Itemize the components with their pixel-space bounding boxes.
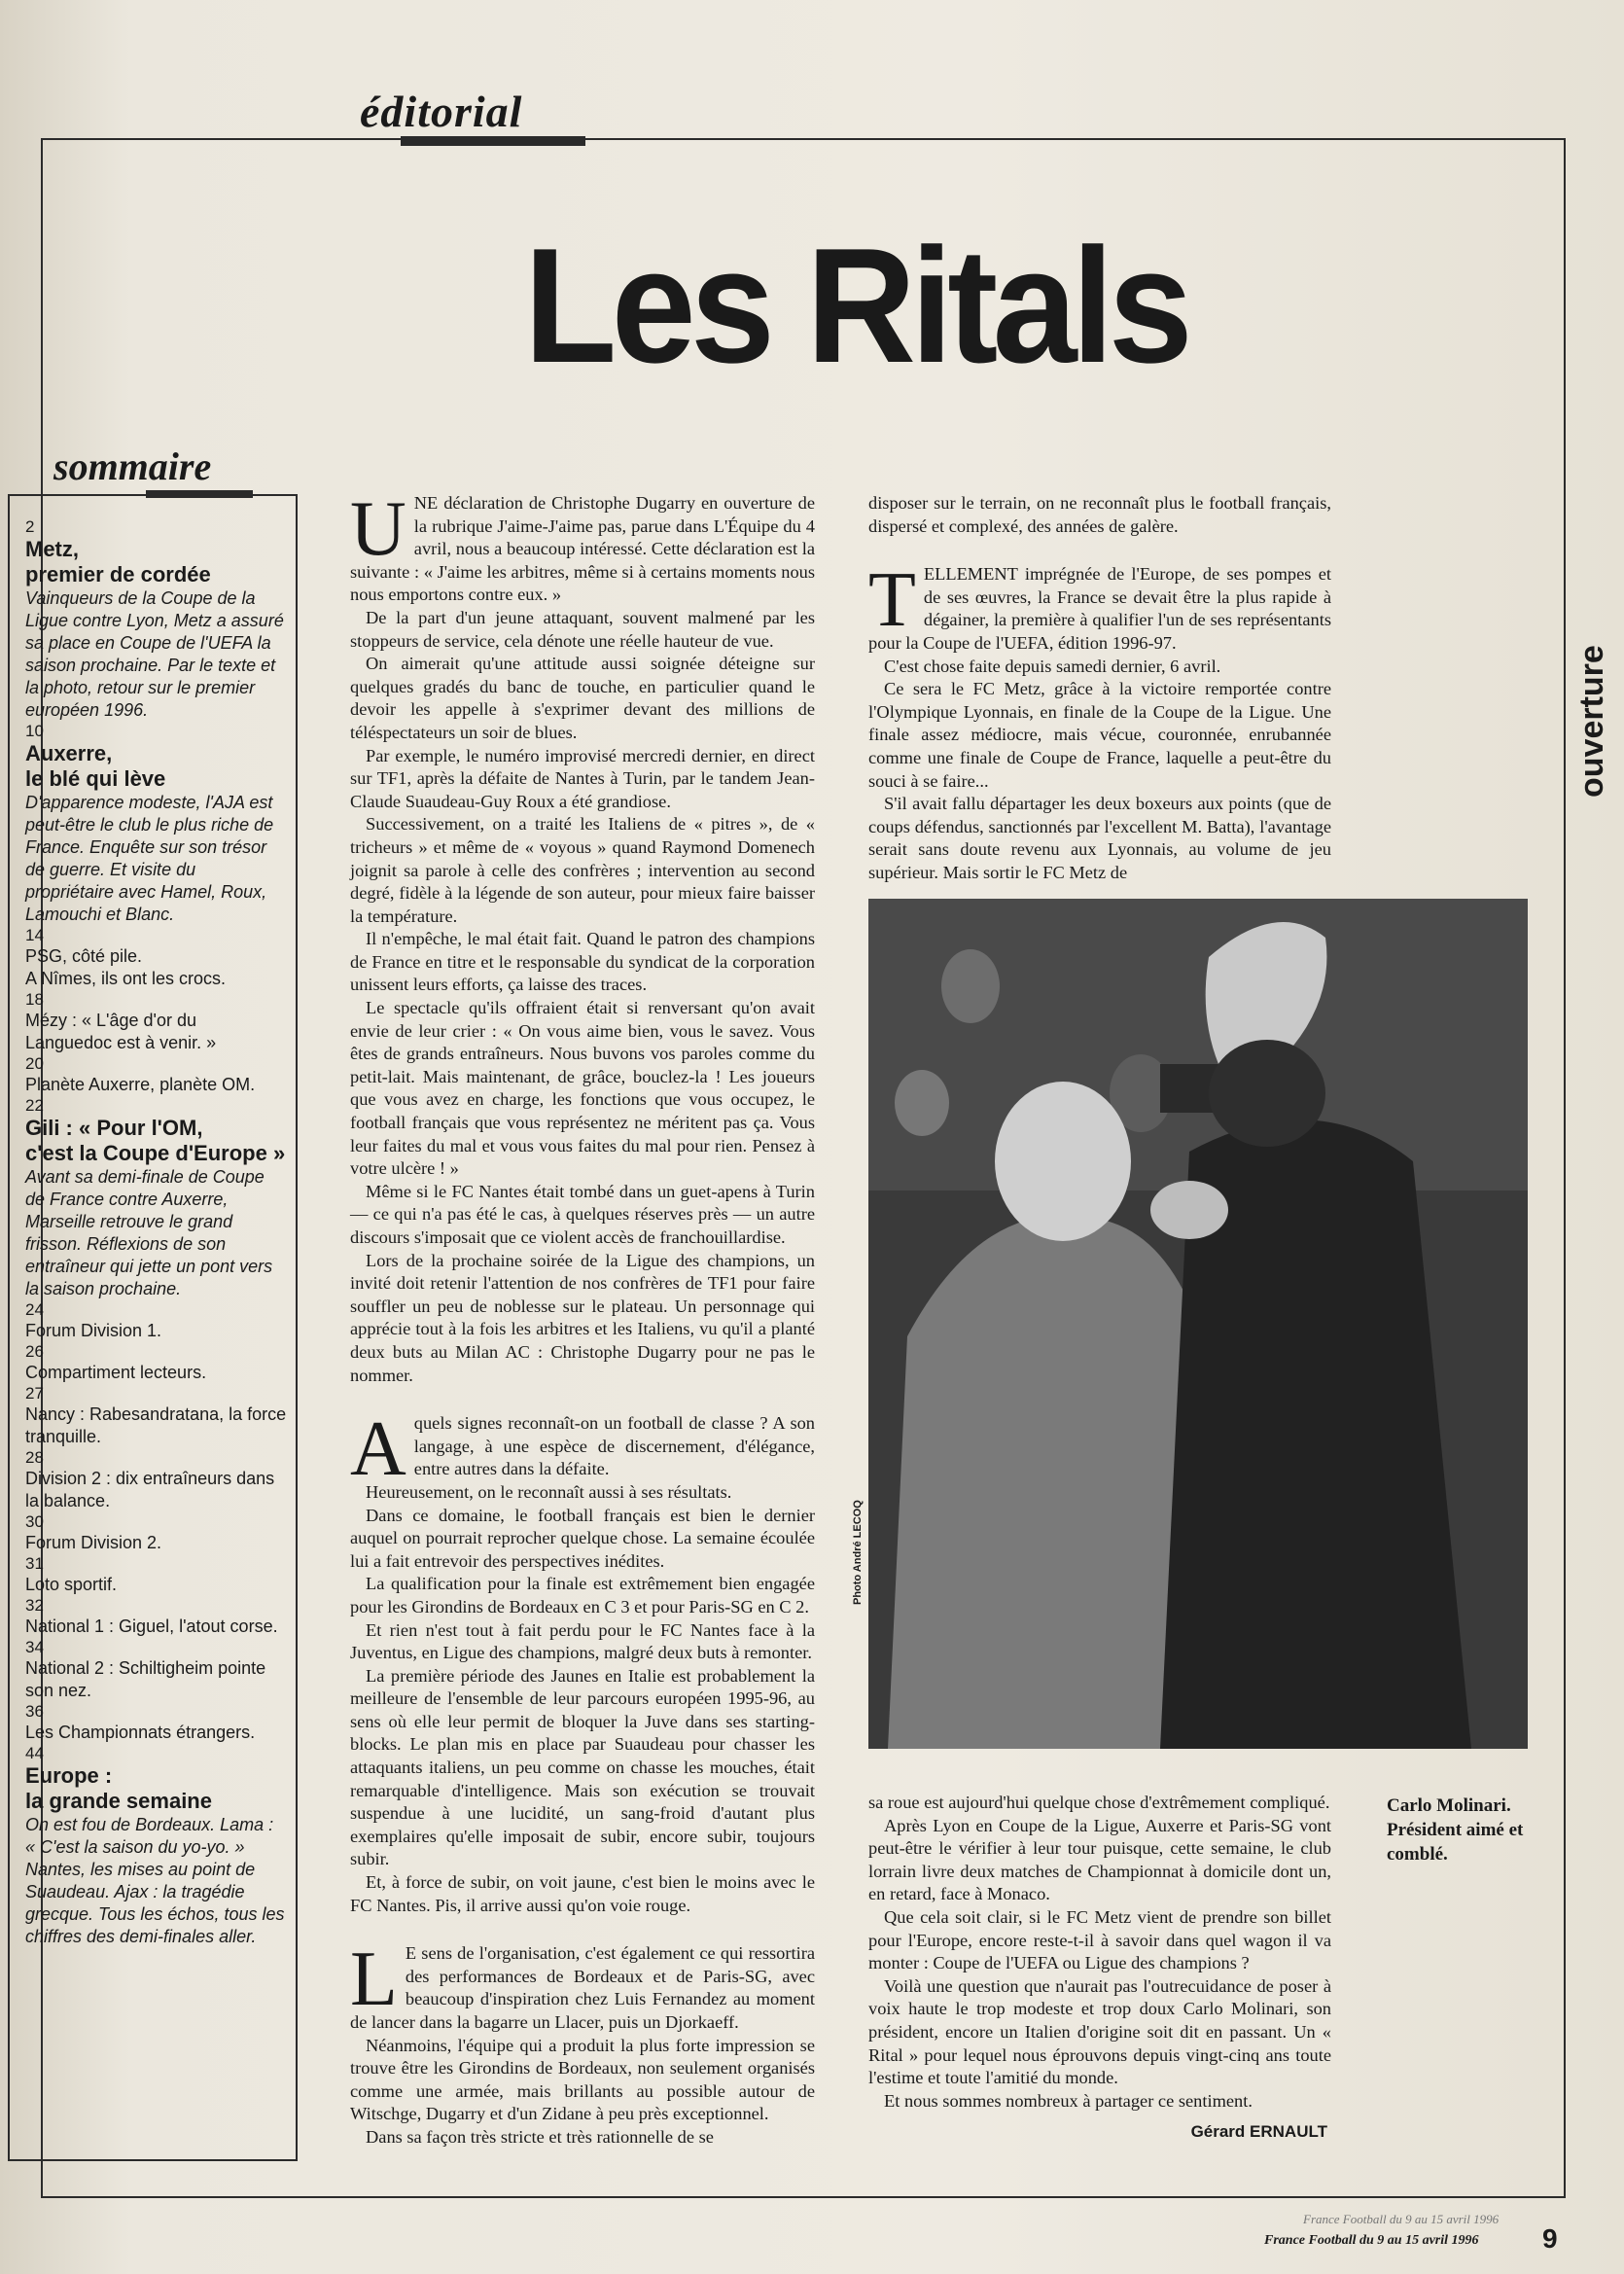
paragraph: Que cela soit clair, si le FC Metz vient de prendre son billet pour l'Europe, encore reste-t-il à savoir dans quel wagon il va monter : Coupe de l'UEFA ou Ligue des champions ? bbox=[868, 1906, 1331, 1973]
paragraph: Après Lyon en Coupe de la Ligue, Auxerre et Paris-SG vont peut-être le vérifier à leur tour puisque, cette semaine, le club lorrain livre deux matches de Championnat à domicile dont un, en retard, face à Monaco. bbox=[868, 1815, 1331, 1904]
toc-page: 18 bbox=[25, 990, 44, 1009]
caption-line: Président aimé et comblé. bbox=[1387, 1820, 1524, 1865]
toc-page: 30 bbox=[25, 1512, 44, 1531]
toc-entry[interactable] bbox=[25, 1638, 288, 1702]
paragraph: Le spectacle qu'ils offraient était si renversant qu'on avait envie de leur crier : « On vous aime bien, vous le savez. Vous êtes de grands entraîneurs. Nous buvons vos paroles comme du petit-lait. Mais maintenant, de grâce, bouclez-la ! Les joueurs que vous avez en charge, les fonctions que vous occupez, le football français que vous représentez ne méritent pas ça. Vous leur faites du mal et vous vous faites du mal pour rien. Pensez à votre ulcère ! » bbox=[350, 998, 815, 1179]
toc-text: Loto sportif. bbox=[25, 1575, 118, 1594]
toc-heading: Europe : bbox=[25, 1763, 113, 1788]
photo-credit: Photo André LECOQ bbox=[852, 1500, 864, 1605]
toc-text: PSG, côté pile. bbox=[25, 946, 143, 966]
toc-heading: Metz, bbox=[25, 537, 79, 561]
toc-text: National 2 : Schiltigheim pointe son nez. bbox=[25, 1658, 266, 1700]
footer-bleed-text: France Football du 9 au 15 avril 1996 bbox=[1303, 2212, 1500, 2226]
toc-text: Compartiment lecteurs. bbox=[25, 1363, 207, 1382]
caption-line: Carlo Molinari. bbox=[1387, 1795, 1511, 1816]
toc-summary: On est fou de Bordeaux. Lama : « C'est la saison du yo-yo. » Nantes, les mises au point de Suaudeau. Ajax : la tragédie grecque. Tous les échos, tous les chiffres des demi-finales aller. bbox=[25, 1815, 285, 1946]
article-column-2-top bbox=[868, 492, 1331, 885]
paragraph: Dans ce domaine, le football français est bien le dernier auquel on pourrait reprocher quelque chose. La semaine écoulée lui a fait entrevoir des perspectives inédites. bbox=[350, 1505, 815, 1571]
toc-page: 26 bbox=[25, 1342, 44, 1361]
paragraph-text: quels signes reconnaît-on un football de classe ? A son langage, à une espèce de discernement, d'élégance, entre autres dans la défaite. bbox=[413, 1413, 815, 1479]
toc-entry[interactable] bbox=[25, 1744, 288, 1948]
toc-page: 36 bbox=[25, 1702, 44, 1721]
toc-page: 24 bbox=[25, 1300, 44, 1319]
paragraph bbox=[350, 486, 815, 607]
paragraph-text: NE déclaration de Christophe Dugarry en ouverture de la rubrique J'aime-J'aime pas, parue dans L'Équipe du 4 avril, nous a beaucoup intéressé. Cette déclaration est la suivante : « J'aime les arbitres, même si à certains moments nous nous emportons contre eux. » bbox=[350, 493, 815, 605]
paragraph: Successivement, on a traité les Italiens de « pitres », de « tricheurs » et même de « voyous » quand Raymond Domenech joignit sa parole à celle des confrères ; intervention au second degré, fidèle à la légende de son auteur, pour mieux faire baisser la température. bbox=[350, 814, 815, 926]
drop-cap: U bbox=[350, 486, 406, 572]
paragraph: S'il avait fallu départager les deux boxeurs aux points (que de coups défendus, sanctionnés par l'excellent M. Batta), l'avantage serait sans doute revenu aux Lyonnais, au volume de jeu supérieur. Mais sortir le FC Metz de bbox=[868, 794, 1331, 882]
paragraph: Et rien n'est tout à fait perdu pour le FC Nantes face à la Juventus, en Ligue des champions, malgré deux buts à remonter. bbox=[350, 1619, 815, 1663]
toc-text: Forum Division 1. bbox=[25, 1321, 162, 1340]
paragraph: Dans sa façon très stricte et très rationnelle de se bbox=[366, 2126, 714, 2147]
toc-text: A Nîmes, ils ont les crocs. bbox=[25, 969, 227, 988]
toc-entry[interactable] bbox=[25, 1448, 288, 1512]
toc-heading: le blé qui lève bbox=[25, 766, 166, 791]
toc-page: 10 bbox=[25, 722, 44, 740]
sommaire-title: sommaire bbox=[53, 444, 212, 488]
toc-heading: Auxerre, bbox=[25, 741, 113, 765]
toc-text: Mézy : « L'âge d'or du Languedoc est à venir. » bbox=[25, 1011, 217, 1052]
toc-summary: Avant sa demi-finale de Coupe de France contre Auxerre, Marseille retrouve le grand frisson. Réflexions de son entraîneur qui jette un pont vers la saison prochaine. bbox=[25, 1167, 273, 1298]
toc-page: 20 bbox=[25, 1054, 44, 1073]
toc-entry[interactable] bbox=[25, 926, 288, 990]
article-title: Les Ritals bbox=[523, 214, 1188, 397]
toc-page: 14 bbox=[25, 926, 44, 944]
toc-entry[interactable] bbox=[25, 1096, 288, 1300]
toc-text: National 1 : Giguel, l'atout corse. bbox=[25, 1617, 278, 1636]
toc-heading: Gili : « Pour l'OM, bbox=[25, 1116, 203, 1140]
paragraph: On aimerait qu'une attitude aussi soignée déteigne sur quelques gradés du banc de touche, en particulier quand le devoir les appelle à s'exprimer devant des millions de téléspectateurs un soir de blues. bbox=[350, 654, 815, 742]
paragraph: Néanmoins, l'équipe qui a produit la plus forte impression se trouve être les Girondins de Bordeaux, non seulement organisés comme une armée, mais brillants au possible autour de Witschge, Dugarry et d'un Zidane à peu près exceptionnel. bbox=[350, 2035, 815, 2124]
toc-page: 2 bbox=[25, 517, 35, 536]
toc-page: 27 bbox=[25, 1384, 44, 1403]
toc-entry[interactable] bbox=[25, 1554, 288, 1596]
paragraph: C'est chose faite depuis samedi dernier, 6 avril. bbox=[884, 656, 1221, 676]
paragraph: De la part d'un jeune attaquant, souvent malmené par les stoppeurs de service, cela dénote une réelle hauteur de vue. bbox=[350, 607, 815, 651]
toc-text: Division 2 : dix entraîneurs dans la balance. bbox=[25, 1469, 275, 1510]
paragraph bbox=[868, 557, 1331, 655]
photo-illustration bbox=[868, 899, 1528, 1749]
paragraph: Et, à force de subir, on voit jaune, c'est bien le moins avec le FC Nantes. Pis, il arrive aussi qu'on voie rouge. bbox=[350, 1872, 815, 1915]
toc-text: Planète Auxerre, planète OM. bbox=[25, 1075, 256, 1094]
drop-cap: L bbox=[350, 1936, 398, 2023]
toc-heading: la grande semaine bbox=[25, 1789, 212, 1813]
toc-entry[interactable] bbox=[25, 990, 288, 1054]
toc-text: Forum Division 2. bbox=[25, 1533, 162, 1552]
toc-page: 28 bbox=[25, 1448, 44, 1467]
photo-caption bbox=[1387, 1794, 1542, 1866]
toc-text: Nancy : Rabesandratana, la force tranquille. bbox=[25, 1404, 287, 1446]
photo-molinari bbox=[868, 899, 1528, 1749]
paragraph: Voilà une question que n'aurait pas l'outrecuidance de poser à voix haute le trop modeste et trop doux Carlo Molinari, son président, encore un Italien d'origine soit dit en passant. Un « Rital » pour lequel nous éprouvons depuis vingt-cinq ans toute l'estime et toute l'amitié du monde. bbox=[868, 1975, 1331, 2088]
article-column-1 bbox=[350, 486, 815, 2150]
toc-heading: c'est la Coupe d'Europe » bbox=[25, 1141, 286, 1165]
toc-entry[interactable] bbox=[25, 517, 288, 722]
paragraph: Lors de la prochaine soirée de la Ligue des champions, un invité doit retenir l'attention de nos confrères de TF1 pour faire souffler un peu de noblesse sur le plateau. Un personnage qui apprécie tout à la fois les arbitres et les Italiens, vu qu'il a planté deux buts au Milan AC : Christophe Dugarry pour ne pas le nommer. bbox=[350, 1250, 815, 1385]
paragraph: Il n'empêche, le mal était fait. Quand le patron des champions de France en titre et le responsable du syndicat de la corporation unissent leurs efforts, ça laisse des traces. bbox=[350, 929, 815, 995]
drop-cap: A bbox=[350, 1406, 406, 1493]
page-number: 9 bbox=[1542, 2223, 1558, 2254]
toc-entry[interactable] bbox=[25, 722, 288, 926]
author-signature: Gérard ERNAULT bbox=[1190, 2122, 1327, 2142]
toc-page: 22 bbox=[25, 1096, 44, 1115]
toc-entry[interactable] bbox=[25, 1054, 288, 1096]
paragraph-text: ELLEMENT imprégnée de l'Europe, de ses pompes et de ses œuvres, la France se devait être la plus rapide à dégainer, la première à qualifier l'un de ses représentants pour la Coupe de l'UEFA, édition 1996-97. bbox=[868, 564, 1331, 653]
paragraph: Même si le FC Nantes était tombé dans un guet-apens à Turin — ce qui n'a pas été le cas, à quelques réserves près — un autre discours s'imposait que ce violent accès de franchouillardise. bbox=[350, 1181, 815, 1247]
toc-page: 44 bbox=[25, 1744, 44, 1762]
ouverture-label: ouverture bbox=[1573, 645, 1610, 798]
paragraph-text: E sens de l'organisation, c'est également ce qui ressortira des performances de Bordeaux et de Paris-SG, avec beaucoup d'inspiration chez Luis Fernandez au moment de lancer dans la bagarre un Llacer, puis un Djorkaeff. bbox=[350, 1943, 815, 2032]
toc-entry[interactable] bbox=[25, 1596, 288, 1638]
paragraph: sa roue est aujourd'hui quelque chose d'extrêmement compliqué. bbox=[868, 1793, 1330, 1812]
toc-page: 31 bbox=[25, 1554, 44, 1573]
sommaire-box bbox=[8, 494, 298, 2161]
ouverture-tab bbox=[1573, 645, 1612, 836]
toc-summary: D'apparence modeste, l'AJA est peut-être le club le plus riche de France. Enquête sur son trésor de guerre. Et visite du propriétaire avec Hamel, Roux, Lamouchi et Blanc. bbox=[25, 793, 274, 924]
paragraph: Heureusement, on le reconnaît aussi à ses résultats. bbox=[366, 1481, 732, 1502]
toc-entry[interactable] bbox=[25, 1300, 288, 1342]
paragraph: La première période des Jaunes en Italie est probablement la meilleure de l'ensemble de leur parcours européen 1995-96, au sens où elle leur permit de bloquer la Juve dans ses starting-blocks. Le plan mis en place par Suaudeau pour chasser les attaquants italiens, un peu comme on chasse les mouches, était remarquable d'intelligence. Mais son exécution se trouvait suspendue à une lucidité, un sang-froid d'autant plus exemplaires qu'elle imposait de subir, encore subir, toujours subir. bbox=[350, 1665, 815, 1869]
toc-text: Les Championnats étrangers. bbox=[25, 1723, 256, 1742]
paragraph: Par exemple, le numéro improvisé mercredi dernier, en direct sur TF1, après la défaite de Nantes à Turin, par le tandem Jean-Claude Suaudeau-Guy Roux a été grandiose. bbox=[350, 745, 815, 811]
toc-summary: Vainqueurs de la Coupe de la Ligue contre Lyon, Metz a assuré sa place en Coupe de l'UEFA la saison prochaine. Par le texte et la photo, retour sur le premier européen 1996. bbox=[25, 588, 284, 720]
drop-cap: T bbox=[868, 557, 916, 644]
paragraph: disposer sur le terrain, on ne reconnaît plus le football français, dispersé et complexé, des années de galère. bbox=[868, 493, 1331, 536]
toc-page: 34 bbox=[25, 1638, 44, 1656]
toc-entry[interactable] bbox=[25, 1342, 288, 1384]
toc-page: 32 bbox=[25, 1596, 44, 1615]
toc-entry[interactable] bbox=[25, 1384, 288, 1448]
article-column-2-bottom bbox=[868, 1792, 1331, 2144]
paragraph: Ce sera le FC Metz, grâce à la victoire remportée contre l'Olympique Lyonnais, en finale de la Coupe de la Ligue. Une finale assez médiocre, mais vécue, couronnée, enrubannée comme une finale de Coupe de France, laquelle a peut-être du souci à se faire... bbox=[868, 679, 1331, 791]
toc-entry[interactable] bbox=[25, 1702, 288, 1744]
paragraph: La qualification pour la finale est extrêmement bien engagée pour les Girondins de Bordeaux en C 3 et pour Paris-SG en C 2. bbox=[350, 1574, 815, 1617]
toc-heading: premier de cordée bbox=[25, 562, 211, 586]
paragraph bbox=[350, 1936, 815, 2034]
section-header: éditorial bbox=[360, 87, 523, 136]
footer-issue: France Football du 9 au 15 avril 1996 bbox=[1264, 2233, 1479, 2248]
paragraph: Et nous sommes nombreux à partager ce sentiment. bbox=[884, 2090, 1253, 2111]
toc-entry[interactable] bbox=[25, 1512, 288, 1554]
